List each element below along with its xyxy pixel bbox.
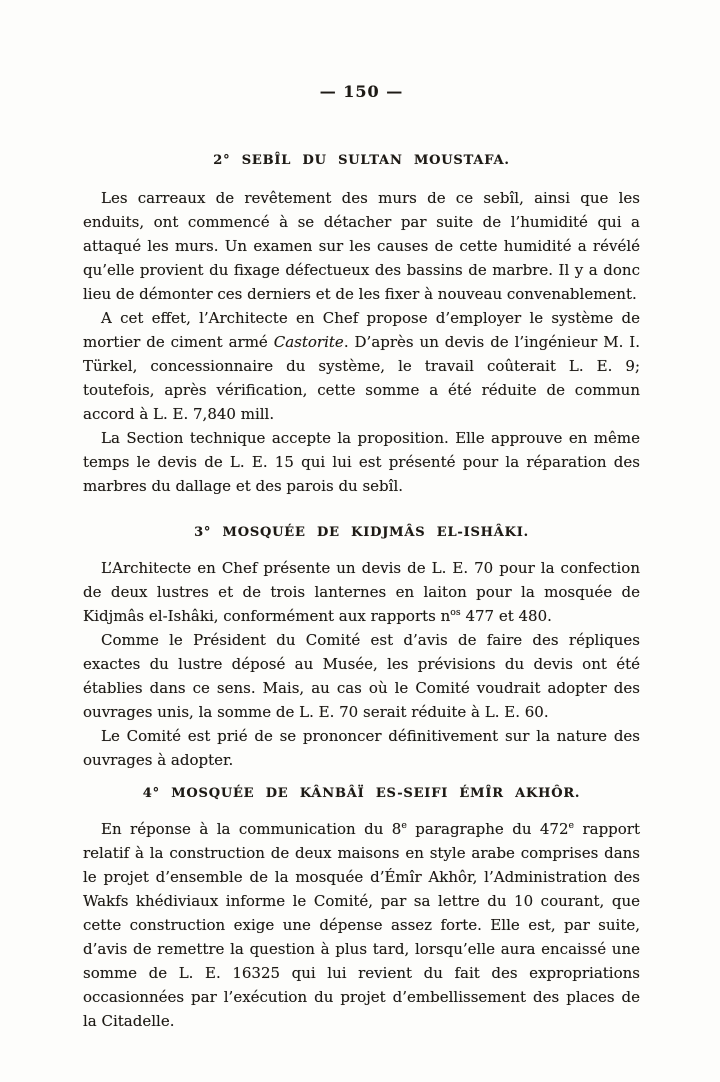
- section-heading-4-mosquee-kanbai-es-seifi-emir-akhor: 4° MOSQUÉE DE KÂNBÂÏ ES-SEIFI ÉMÎR AKHÔR.: [142, 786, 581, 801]
- section-3-body: [83, 556, 640, 772]
- section-heading-3-mosquee-kidjmas-el-ishaki: 3° MOSQUÉE DE KIDJMÂS EL-ISHÂKI.: [194, 525, 529, 540]
- page-number: — 150 —: [319, 82, 404, 101]
- section-4-body: [83, 817, 640, 1033]
- section-2-body: [83, 186, 640, 498]
- paragraph: A cet effet, l’Architecte en Chef propose d’employer le système de mortier de ciment armé Castorite. D’après un devis de l’ingénieur M. I. Türkel, concessionnaire du système, le travail coûterait L. E. 9; toutefois, après vérification, cette somme a été réduite de commun accord à L. E. 7,840 mill.: [83, 309, 640, 423]
- text-column: [83, 82, 640, 1033]
- paragraph: Les carreaux de revêtement des murs de ce sebîl, ainsi que les enduits, ont commencé à se détacher par suite de l’humidité qui a attaqué les murs. Un examen sur les causes de cette humidité a révélé qu’elle provient du fixage défectueux des bassins de marbre. Il y a donc lieu de démonter ces derniers et de les fixer à nouveau convenablement.: [83, 189, 640, 303]
- paragraph: En réponse à la communication du 8e paragraphe du 472e rapport relatif à la construction de deux maisons en style arabe comprises dans le projet d’ensemble de la mosquée d’Émîr Akhôr, l’Administration des Wakfs khédiviaux informe le Comité, par sa lettre du 10 courant, que cette construction exige une dépense assez forte. Elle est, par suite, d’avis de remettre la question à plus tard, lorsqu’elle aura encaissé une somme de L. E. 16325 qui lui revient du fait des expropriations occasionnées par l’exécution du projet d’embellissement des places de la Citadelle.: [83, 820, 641, 1030]
- section-heading-2-sebil-sultan-moustafa: 2° SEBÎL DU SULTAN MOUSTAFA.: [213, 153, 510, 168]
- paragraph: La Section technique accepte la proposition. Elle approuve en même temps le devis de L. E. 15 qui lui est présenté pour la réparation des marbres du dallage et des parois du sebîl.: [83, 429, 640, 495]
- paragraph: Le Comité est prié de se prononcer définitivement sur la nature des ouvrages à adopter.: [83, 727, 640, 769]
- paragraph: Comme le Président du Comité est d’avis de faire des répliques exactes du lustre déposé au Musée, les prévisions du devis ont été établies dans ce sens. Mais, au cas où le Comité voudrait adopter des ouvrages unis, la somme de L. E. 70 serait réduite à L. E. 60.: [83, 631, 640, 721]
- paragraph: L’Architecte en Chef présente un devis de L. E. 70 pour la confection de deux lustres et de trois lanternes en laiton pour la mosquée de Kidjmâs el-Ishâki, conformément aux rapports $n^{os}$ 477 et 480.: [83, 559, 640, 625]
